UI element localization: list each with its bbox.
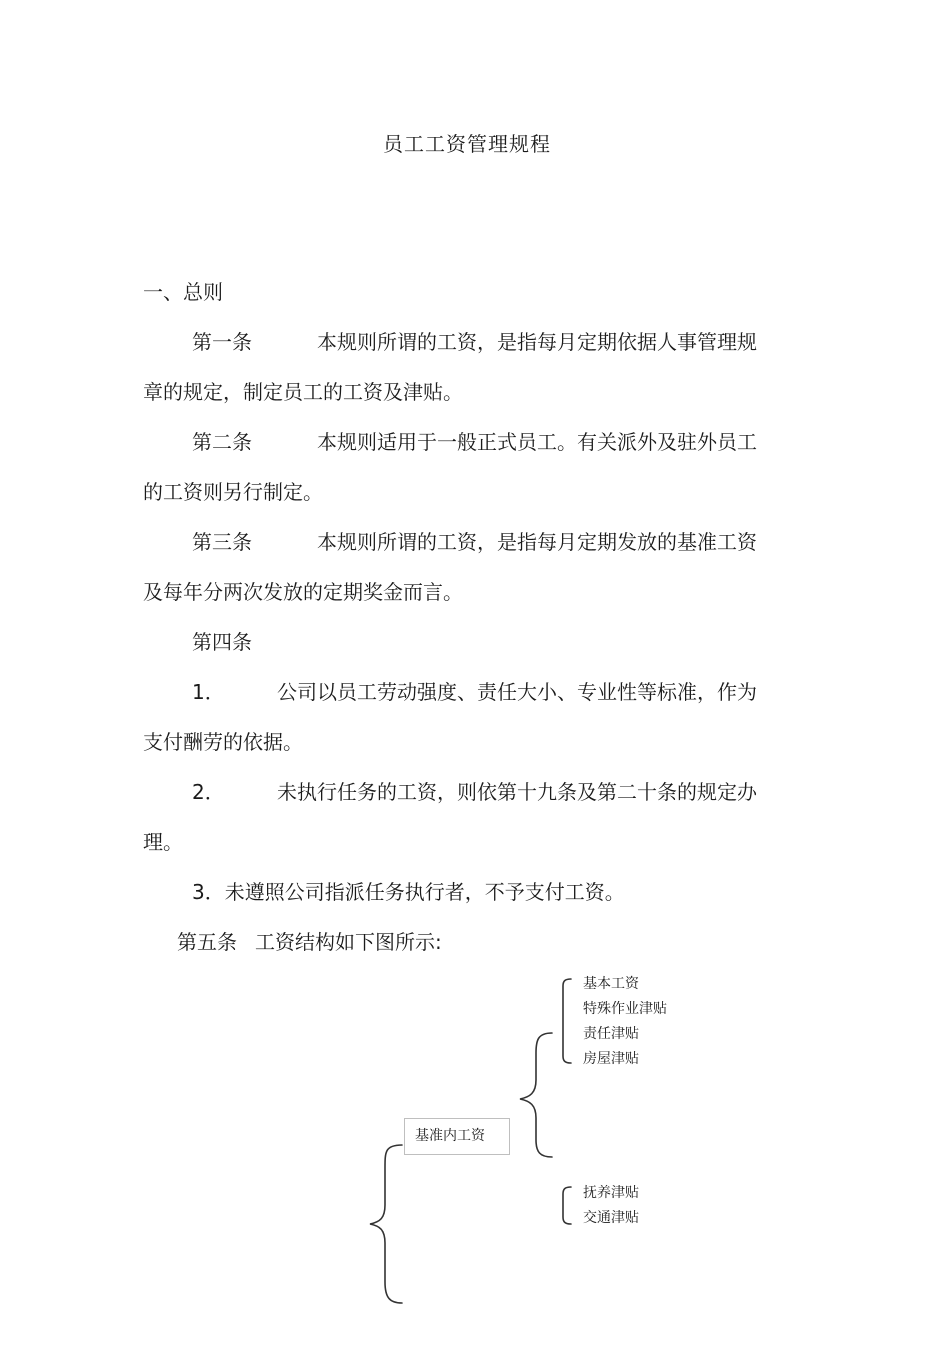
group-2-item-dependent-allowance: 抚养津贴 bbox=[583, 1185, 639, 1201]
sub-brace bbox=[520, 1033, 552, 1157]
article-1-text-1: 本规则所谓的工资，是指每月定期依据人事管理规 bbox=[317, 330, 757, 354]
article-4-item-3-text-1: 未遵照公司指派任务执行者，不予支付工资。 bbox=[224, 880, 625, 904]
group-1-bracket bbox=[563, 979, 571, 1063]
article-4-item-1-text-1: 公司以员工劳动强度、责任大小、专业性等标准，作为 bbox=[277, 680, 757, 704]
article-2-line-2: 的工资则另行制定。 bbox=[143, 480, 323, 504]
article-1-line-2: 章的规定，制定员工的工资及津贴。 bbox=[143, 380, 463, 404]
page-title: 员工工资管理规程 bbox=[383, 132, 551, 156]
group-1-item-housing-allowance: 房屋津贴 bbox=[583, 1051, 639, 1067]
group-1-item-special-work-allowance: 特殊作业津贴 bbox=[583, 1001, 667, 1017]
article-4-item-1-number: 1． bbox=[192, 680, 225, 704]
article-4-item-1-line-2: 支付酬劳的依据。 bbox=[143, 730, 303, 754]
group-1-item-basic-wage: 基本工资 bbox=[583, 976, 639, 992]
group-1-item-responsibility-allowance: 责任津贴 bbox=[583, 1026, 639, 1042]
group-2-bracket bbox=[563, 1187, 571, 1224]
article-5-label: 第五条 bbox=[177, 930, 237, 954]
article-2-label: 第二条 bbox=[192, 430, 252, 454]
article-3-text-1: 本规则所谓的工资，是指每月定期发放的基准工资 bbox=[317, 530, 757, 554]
article-1-label: 第一条 bbox=[192, 330, 252, 354]
article-2-text-1: 本规则适用于一般正式员工。有关派外及驻外员工 bbox=[317, 430, 757, 454]
base-wage-box: 基准内工资 bbox=[404, 1118, 510, 1155]
article-4-item-2-number: 2． bbox=[192, 780, 225, 804]
section-heading: 一、总则 bbox=[143, 280, 223, 304]
article-4-item-2-line-2: 理。 bbox=[143, 830, 183, 854]
article-4-item-3-number: 3． bbox=[192, 880, 225, 904]
article-4-label: 第四条 bbox=[192, 630, 252, 654]
article-4-item-2-text-1: 未执行任务的工资，则依第十九条及第二十条的规定办 bbox=[277, 780, 757, 804]
group-2-item-transport-allowance: 交通津贴 bbox=[583, 1210, 639, 1226]
article-3-label: 第三条 bbox=[192, 530, 252, 554]
article-5-text: 工资结构如下图所示: bbox=[255, 930, 442, 954]
article-3-line-2: 及每年分两次发放的定期奖金而言。 bbox=[143, 580, 463, 604]
main-brace bbox=[370, 1145, 402, 1303]
